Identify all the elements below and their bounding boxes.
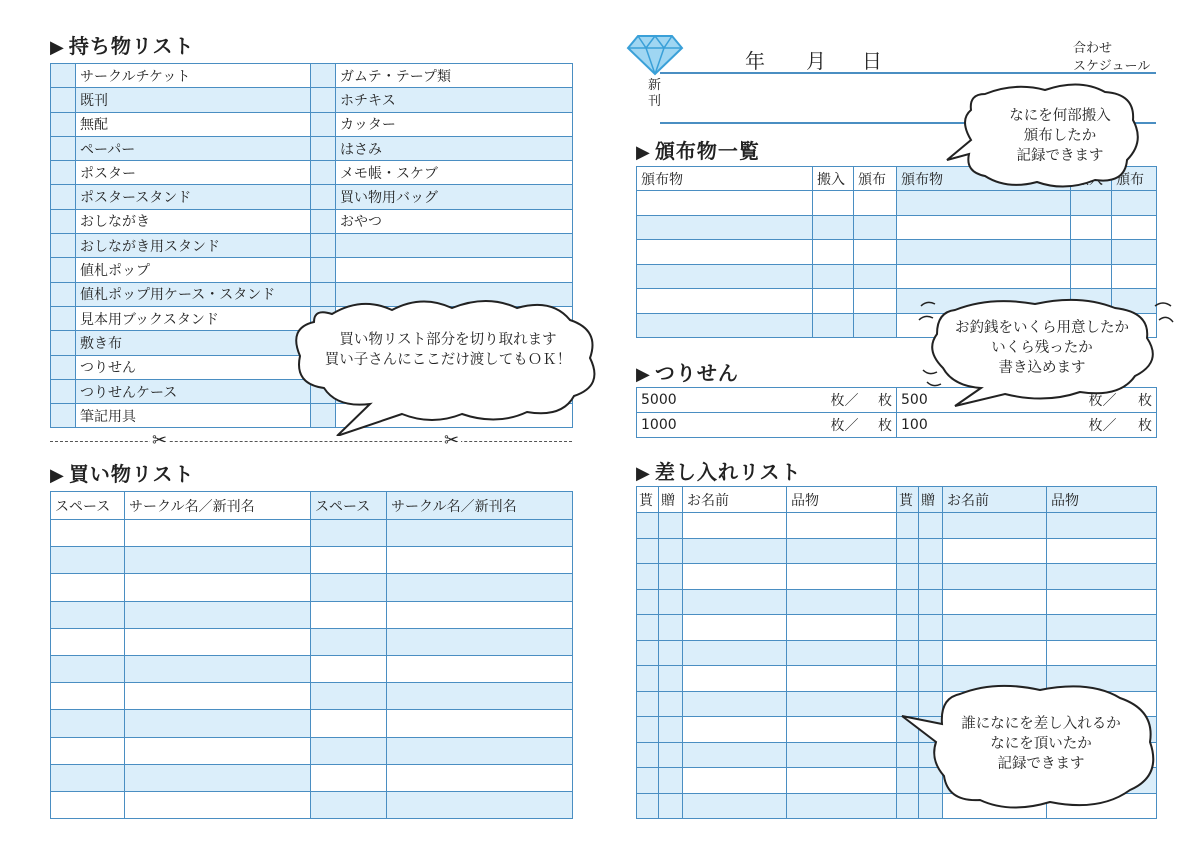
- check-cell[interactable]: [51, 112, 76, 136]
- mochimono-item: メモ帳・スケブ: [336, 161, 573, 185]
- check-cell[interactable]: [51, 379, 76, 403]
- kaimono-cell[interactable]: [51, 764, 125, 791]
- hanpu-cell[interactable]: [897, 191, 1071, 216]
- kaimono-cell[interactable]: [311, 628, 387, 655]
- mochimono-item: ホチキス: [336, 88, 573, 112]
- cut-line: [50, 441, 572, 442]
- sashiire-header: 貰: [637, 487, 659, 513]
- kaimono-row: [51, 520, 573, 547]
- hanpu-header: 搬入: [813, 167, 854, 191]
- mochimono-item: 見本用ブックスタンド: [76, 306, 311, 330]
- hanpu-row: [637, 215, 1157, 240]
- kaimono-cell[interactable]: [387, 574, 573, 601]
- sashiire-header: 贈: [659, 487, 683, 513]
- schedule-label: スケジュール: [1073, 59, 1151, 74]
- hanpu-cell[interactable]: [1112, 191, 1157, 216]
- kaimono-row: [51, 683, 573, 710]
- kaimono-row: [51, 601, 573, 628]
- kaimono-cell[interactable]: [51, 547, 125, 574]
- triangle-icon: ▶: [50, 37, 65, 58]
- hanpu-cell[interactable]: [1071, 215, 1112, 240]
- hanpu-cell[interactable]: [1112, 264, 1157, 289]
- check-cell[interactable]: [311, 64, 336, 88]
- mochimono-item: おやつ: [336, 209, 573, 233]
- kaimono-row: [51, 574, 573, 601]
- mochimono-item: ポスター: [76, 161, 311, 185]
- sashiire-cell[interactable]: [943, 615, 1047, 641]
- kaimono-cell[interactable]: [311, 655, 387, 682]
- date-day-label: 日: [862, 49, 882, 73]
- sashiire-cell[interactable]: [787, 513, 897, 539]
- sashiire-cell[interactable]: [787, 564, 897, 590]
- sashiire-cell[interactable]: [683, 589, 787, 615]
- hanpu-header: 頒布物: [897, 167, 1071, 191]
- sashiire-header: 品物: [1047, 487, 1157, 513]
- kaimono-header: サークル名／新刊名: [387, 492, 573, 520]
- mochimono-row: [51, 161, 573, 185]
- kaimono-cell[interactable]: [311, 737, 387, 764]
- sashiire-cell[interactable]: [787, 615, 897, 641]
- sashiire-cell[interactable]: [683, 793, 787, 819]
- kaimono-cell[interactable]: [387, 655, 573, 682]
- hanpu-cell[interactable]: [813, 191, 854, 216]
- kaimono-cell[interactable]: [387, 520, 573, 547]
- date-year-label: 年: [745, 49, 765, 73]
- check-cell[interactable]: [51, 88, 76, 112]
- sashiire-cell[interactable]: [787, 793, 897, 819]
- sashiire-cell[interactable]: [919, 564, 943, 590]
- kaimono-cell[interactable]: [311, 547, 387, 574]
- mochimono-row: [51, 136, 573, 160]
- triangle-icon: ▶: [636, 463, 651, 484]
- kaimono-cell[interactable]: [51, 574, 125, 601]
- hanpu-cell[interactable]: [813, 240, 854, 265]
- sashiire-cell[interactable]: [637, 768, 659, 794]
- kaimono-cell[interactable]: [387, 737, 573, 764]
- hanpu-cell[interactable]: [854, 313, 897, 338]
- hanpu-cell[interactable]: [637, 240, 813, 265]
- sashiire-cell[interactable]: [943, 640, 1047, 666]
- sashiire-cell[interactable]: [897, 640, 919, 666]
- sashiire-cell[interactable]: [637, 564, 659, 590]
- mochimono-row: [51, 112, 573, 136]
- kaimono-cell[interactable]: [311, 764, 387, 791]
- kaimono-table: [50, 491, 573, 819]
- hanpu-header: 頒布物: [637, 167, 813, 191]
- sashiire-cell[interactable]: [637, 666, 659, 692]
- sashiire-cell[interactable]: [683, 742, 787, 768]
- hanpu-cell[interactable]: [897, 264, 1071, 289]
- hanpu-cell[interactable]: [1071, 240, 1112, 265]
- mochimono-row: [51, 209, 573, 233]
- sashiire-cell[interactable]: [659, 615, 683, 641]
- triangle-icon: ▶: [636, 364, 651, 385]
- check-cell[interactable]: [51, 161, 76, 185]
- kaimono-cell[interactable]: [311, 683, 387, 710]
- sashiire-cell[interactable]: [787, 717, 897, 743]
- tsurisen-cell[interactable]: 枚／: [797, 388, 863, 413]
- kaimono-cell[interactable]: [125, 547, 311, 574]
- mochimono-row: [51, 88, 573, 112]
- date-month-label: 月: [806, 49, 826, 73]
- sashiire-row: [637, 640, 1157, 666]
- sashiire-cell[interactable]: [659, 793, 683, 819]
- kaimono-cell[interactable]: [51, 737, 125, 764]
- sashiire-cell[interactable]: [637, 513, 659, 539]
- check-cell[interactable]: [311, 209, 336, 233]
- sashiire-cell[interactable]: [659, 564, 683, 590]
- mochimono-item: 既刊: [76, 88, 311, 112]
- sashiire-cell[interactable]: [637, 589, 659, 615]
- mochimono-row: [51, 64, 573, 88]
- tsurisen-cell[interactable]: 枚／: [1057, 388, 1121, 413]
- mochimono-item: [336, 234, 573, 258]
- hanpu-header: 頒布: [1112, 167, 1157, 191]
- kaimono-cell[interactable]: [51, 601, 125, 628]
- mochimono-item: つりせん: [76, 355, 311, 379]
- mochimono-item: 無配: [76, 112, 311, 136]
- kaimono-heading: ▶ 買い物リスト: [50, 462, 195, 486]
- sashiire-cell[interactable]: [637, 640, 659, 666]
- mochimono-item: [336, 258, 573, 282]
- sashiire-cell[interactable]: [787, 589, 897, 615]
- kaimono-header: スペース: [311, 492, 387, 520]
- sashiire-row: [637, 589, 1157, 615]
- scissors-icon: ✂: [152, 430, 168, 451]
- sashiire-cell[interactable]: [637, 742, 659, 768]
- kaimono-cell[interactable]: [125, 601, 311, 628]
- sashiire-cell[interactable]: [659, 691, 683, 717]
- sashiire-header: 品物: [787, 487, 897, 513]
- hanpu-row: [637, 264, 1157, 289]
- sashiire-cell[interactable]: [897, 589, 919, 615]
- triangle-icon: ▶: [50, 465, 65, 486]
- kaimono-cell[interactable]: [51, 683, 125, 710]
- mochimono-item: カッター: [336, 112, 573, 136]
- check-cell[interactable]: [311, 234, 336, 258]
- sashiire-cell[interactable]: [943, 538, 1047, 564]
- check-cell[interactable]: [51, 331, 76, 355]
- sashiire-header: 貰: [897, 487, 919, 513]
- tsurisen-cell[interactable]: 枚: [1121, 413, 1157, 438]
- mochimono-row: [51, 234, 573, 258]
- sashiire-cell[interactable]: [943, 564, 1047, 590]
- kaimono-cell[interactable]: [387, 547, 573, 574]
- check-cell[interactable]: [311, 112, 336, 136]
- hanpu-cell[interactable]: [854, 264, 897, 289]
- sashiire-cell[interactable]: [943, 513, 1047, 539]
- mochimono-item: 買い物用バッグ: [336, 185, 573, 209]
- hanpu-cell[interactable]: [1071, 191, 1112, 216]
- sashiire-header: 贈: [919, 487, 943, 513]
- mochimono-item: ガムテ・テープ類: [336, 64, 573, 88]
- mochimono-item: 筆記用具: [76, 404, 311, 428]
- check-cell[interactable]: [51, 234, 76, 258]
- mochimono-row: [51, 258, 573, 282]
- check-cell[interactable]: [51, 282, 76, 306]
- kaimono-row: [51, 764, 573, 791]
- sashiire-cell[interactable]: [659, 768, 683, 794]
- hanpu-cell[interactable]: [1071, 264, 1112, 289]
- hanpu-cell[interactable]: [637, 289, 813, 314]
- sashiire-cell[interactable]: [787, 742, 897, 768]
- kaimono-cell[interactable]: [51, 791, 125, 818]
- tsurisen-cell[interactable]: 枚／: [797, 413, 863, 438]
- mochimono-item: サークルチケット: [76, 64, 311, 88]
- sashiire-cell[interactable]: [1047, 538, 1157, 564]
- tsurisen-cell: 5000: [637, 388, 797, 413]
- kaimono-cell[interactable]: [311, 791, 387, 818]
- hanpu-cell[interactable]: [854, 289, 897, 314]
- hanpu-heading: ▶ 頒布物一覧: [636, 139, 760, 163]
- sashiire-cell[interactable]: [683, 666, 787, 692]
- sashiire-cell[interactable]: [683, 640, 787, 666]
- hanpu-cell[interactable]: [897, 215, 1071, 240]
- sashiire-cell[interactable]: [919, 589, 943, 615]
- sashiire-cell[interactable]: [637, 793, 659, 819]
- sashiire-cell[interactable]: [637, 691, 659, 717]
- tsurisen-cell[interactable]: 枚／: [1057, 413, 1121, 438]
- mochimono-item: 値札ポップ: [76, 258, 311, 282]
- kaimono-cell[interactable]: [311, 601, 387, 628]
- check-cell[interactable]: [311, 185, 336, 209]
- sashiire-cell[interactable]: [1047, 589, 1157, 615]
- kaimono-cell[interactable]: [125, 574, 311, 601]
- sashiire-cell[interactable]: [637, 717, 659, 743]
- hanpu-header: 頒布: [854, 167, 897, 191]
- kaimono-cell[interactable]: [387, 601, 573, 628]
- sashiire-cell[interactable]: [897, 615, 919, 641]
- check-cell[interactable]: [51, 64, 76, 88]
- hanpu-cell[interactable]: [813, 289, 854, 314]
- sashiire-cell[interactable]: [659, 742, 683, 768]
- sashiire-cell[interactable]: [787, 640, 897, 666]
- kaimono-header: サークル名／新刊名: [125, 492, 311, 520]
- callout-cut-text: 買い物リスト部分を切り取れます 買い子さんにここだけ渡してもＯＫ！: [324, 332, 572, 368]
- kaimono-row: [51, 791, 573, 818]
- sashiire-cell[interactable]: [919, 615, 943, 641]
- sashiire-cell[interactable]: [897, 513, 919, 539]
- kaimono-cell[interactable]: [311, 710, 387, 737]
- hanpu-cell[interactable]: [637, 264, 813, 289]
- hanpu-cell[interactable]: [637, 313, 813, 338]
- sashiire-cell[interactable]: [787, 768, 897, 794]
- hanpu-cell[interactable]: [813, 264, 854, 289]
- sashiire-row: [637, 538, 1157, 564]
- hanpu-cell[interactable]: [854, 215, 897, 240]
- diamond-icon: [626, 34, 684, 76]
- shinkan-label: 新 刊: [648, 78, 662, 109]
- kaimono-row: [51, 710, 573, 737]
- sashiire-cell[interactable]: [897, 538, 919, 564]
- sashiire-cell[interactable]: [1047, 564, 1157, 590]
- kaimono-cell[interactable]: [51, 710, 125, 737]
- hanpu-cell[interactable]: [637, 191, 813, 216]
- tsurisen-cell: 500: [897, 388, 1057, 413]
- kaimono-row: [51, 547, 573, 574]
- mochimono-item: ペーパー: [76, 136, 311, 160]
- sashiire-cell[interactable]: [659, 589, 683, 615]
- check-cell[interactable]: [51, 306, 76, 330]
- date-underline: [660, 72, 1156, 74]
- check-cell[interactable]: [51, 209, 76, 233]
- hanpu-cell[interactable]: [1112, 240, 1157, 265]
- mochimono-item: おしながき用スタンド: [76, 234, 311, 258]
- hanpu-cell[interactable]: [813, 313, 854, 338]
- check-cell[interactable]: [51, 355, 76, 379]
- sashiire-row: [637, 564, 1157, 590]
- kaimono-row: [51, 737, 573, 764]
- kaimono-cell[interactable]: [387, 628, 573, 655]
- kaimono-cell[interactable]: [387, 764, 573, 791]
- tsurisen-cell[interactable]: 枚: [863, 388, 897, 413]
- tsurisen-row: [637, 413, 1157, 438]
- triangle-icon: ▶: [636, 142, 651, 163]
- sashiire-cell[interactable]: [919, 640, 943, 666]
- tsurisen-cell: 1000: [637, 413, 797, 438]
- kaimono-cell[interactable]: [125, 628, 311, 655]
- check-cell[interactable]: [51, 258, 76, 282]
- check-cell[interactable]: [311, 136, 336, 160]
- kaimono-cell[interactable]: [125, 655, 311, 682]
- kaimono-row: [51, 628, 573, 655]
- kaimono-header: スペース: [51, 492, 125, 520]
- hanpu-cell[interactable]: [854, 240, 897, 265]
- sashiire-cell[interactable]: [683, 717, 787, 743]
- sashiire-cell[interactable]: [637, 615, 659, 641]
- check-cell[interactable]: [51, 136, 76, 160]
- kaimono-cell[interactable]: [387, 710, 573, 737]
- kaimono-cell[interactable]: [311, 520, 387, 547]
- check-cell[interactable]: [311, 258, 336, 282]
- sashiire-cell[interactable]: [787, 666, 897, 692]
- sashiire-row: [637, 615, 1157, 641]
- sashiire-row: [637, 513, 1157, 539]
- kaimono-cell[interactable]: [387, 791, 573, 818]
- hanpu-cell[interactable]: [854, 191, 897, 216]
- hanpu-cell[interactable]: [637, 215, 813, 240]
- callout-sashiire-text: 誰になにを差し入れるか なにを頂いたか 記録できます: [961, 716, 1121, 772]
- mochimono-heading: ▶ 持ち物リスト: [50, 34, 195, 58]
- hanpu-row: [637, 240, 1157, 265]
- kaimono-cell[interactable]: [125, 520, 311, 547]
- sashiire-cell[interactable]: [659, 538, 683, 564]
- hanpu-cell[interactable]: [1112, 215, 1157, 240]
- mochimono-item: 敷き布: [76, 331, 311, 355]
- sashiire-cell[interactable]: [683, 513, 787, 539]
- kaimono-cell[interactable]: [125, 737, 311, 764]
- awase-label: 合わせ: [1073, 41, 1113, 56]
- check-cell[interactable]: [51, 404, 76, 428]
- tsurisen-cell: 100: [897, 413, 1057, 438]
- sashiire-cell[interactable]: [683, 538, 787, 564]
- kaimono-cell[interactable]: [311, 574, 387, 601]
- sashiire-cell[interactable]: [683, 564, 787, 590]
- sashiire-cell[interactable]: [1047, 615, 1157, 641]
- callout-hanpu-text: なにを何部搬入 頒布したか 記録できます: [1009, 108, 1111, 164]
- sashiire-cell[interactable]: [683, 615, 787, 641]
- mochimono-item: おしながき: [76, 209, 311, 233]
- sashiire-cell[interactable]: [919, 538, 943, 564]
- sashiire-cell[interactable]: [659, 666, 683, 692]
- kaimono-cell[interactable]: [125, 791, 311, 818]
- kaimono-cell[interactable]: [125, 683, 311, 710]
- sashiire-cell[interactable]: [943, 589, 1047, 615]
- check-cell[interactable]: [51, 185, 76, 209]
- kaimono-cell[interactable]: [125, 710, 311, 737]
- check-cell[interactable]: [311, 88, 336, 112]
- check-cell[interactable]: [311, 161, 336, 185]
- kaimono-cell[interactable]: [51, 520, 125, 547]
- sashiire-cell[interactable]: [897, 564, 919, 590]
- hanpu-row: [637, 191, 1157, 216]
- sashiire-cell[interactable]: [683, 768, 787, 794]
- scissors-icon: ✂: [444, 430, 460, 451]
- callout-tsurisen-text: お釣銭をいくら用意したか いくら残ったか 書き込めます: [955, 320, 1129, 376]
- sashiire-cell[interactable]: [787, 691, 897, 717]
- mochimono-item: はさみ: [336, 136, 573, 160]
- mochimono-item: ポスタースタンド: [76, 185, 311, 209]
- mochimono-row: [51, 185, 573, 209]
- kaimono-cell[interactable]: [51, 628, 125, 655]
- sashiire-cell[interactable]: [919, 513, 943, 539]
- tsurisen-heading: ▶ つりせん: [636, 361, 739, 385]
- mochimono-item: 値札ポップ用ケース・スタンド: [76, 282, 311, 306]
- kaimono-cell[interactable]: [51, 655, 125, 682]
- kaimono-row: [51, 655, 573, 682]
- sashiire-cell[interactable]: [637, 538, 659, 564]
- sashiire-cell[interactable]: [659, 640, 683, 666]
- tsurisen-cell[interactable]: 枚: [863, 413, 897, 438]
- sashiire-header: お名前: [943, 487, 1047, 513]
- tsurisen-cell[interactable]: 枚: [1121, 388, 1157, 413]
- kaimono-cell[interactable]: [387, 683, 573, 710]
- sashiire-cell[interactable]: [1047, 640, 1157, 666]
- sashiire-cell[interactable]: [659, 717, 683, 743]
- sashiire-cell[interactable]: [1047, 513, 1157, 539]
- sashiire-cell[interactable]: [659, 513, 683, 539]
- sashiire-cell[interactable]: [787, 538, 897, 564]
- sashiire-heading: ▶ 差し入れリスト: [636, 460, 802, 484]
- kaimono-cell[interactable]: [125, 764, 311, 791]
- mochimono-item: つりせんケース: [76, 379, 311, 403]
- hanpu-cell[interactable]: [897, 240, 1071, 265]
- hanpu-cell[interactable]: [813, 215, 854, 240]
- sashiire-header: お名前: [683, 487, 787, 513]
- sashiire-cell[interactable]: [683, 691, 787, 717]
